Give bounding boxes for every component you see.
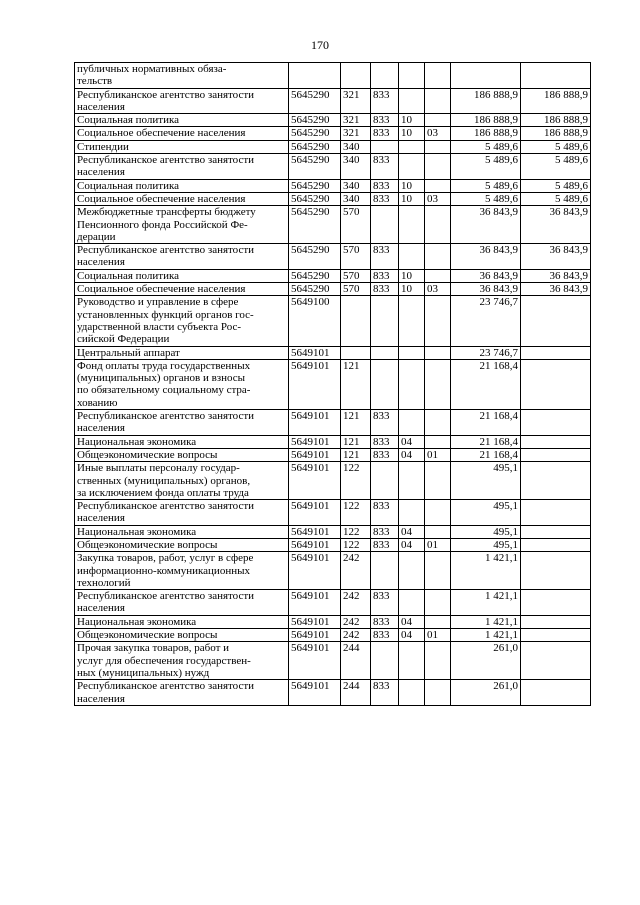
target-article-code: 5649101 <box>289 552 341 590</box>
target-article-code: 5645290 <box>289 127 341 140</box>
section-code: 04 <box>399 525 425 538</box>
administrator-code: 833 <box>371 448 399 461</box>
amount-1: 261,0 <box>451 680 521 706</box>
target-article-code: 5645290 <box>289 154 341 180</box>
amount-2 <box>521 525 591 538</box>
expense-type-code: 340 <box>341 140 371 153</box>
amount-1: 1 421,1 <box>451 615 521 628</box>
target-article-code: 5649100 <box>289 296 341 346</box>
administrator-code <box>371 296 399 346</box>
administrator-code: 833 <box>371 269 399 282</box>
expense-type-code: 242 <box>341 629 371 642</box>
administrator-code: 833 <box>371 179 399 192</box>
item-name: Республиканское агентство занятости населения <box>75 500 289 526</box>
expense-type-code: 244 <box>341 680 371 706</box>
target-article-code: 5645290 <box>289 114 341 127</box>
subsection-code <box>425 359 451 409</box>
item-name: Фонд оплаты труда государственных (муниципальных) органов и взносы по обязательному социальному стра- хованию <box>75 359 289 409</box>
table-row <box>75 359 591 409</box>
administrator-code: 833 <box>371 615 399 628</box>
item-name: Руководство и управление в сфере установленных функций органов гос- ударственной власти субъекта Рос- сийской Федерации <box>75 296 289 346</box>
amount-2: 5 489,6 <box>521 179 591 192</box>
administrator-code: 833 <box>371 410 399 436</box>
amount-1: 23 746,7 <box>451 346 521 359</box>
item-name: Иные выплаты персоналу государ- ственных (муниципальных) органов, за исключением фонда оплаты труда <box>75 462 289 500</box>
section-code <box>399 63 425 89</box>
subsection-code <box>425 410 451 436</box>
subsection-code <box>425 500 451 526</box>
amount-1: 495,1 <box>451 500 521 526</box>
expense-type-code: 340 <box>341 192 371 205</box>
amount-1: 5 489,6 <box>451 140 521 153</box>
expense-type-code: 570 <box>341 244 371 270</box>
table-row <box>75 615 591 628</box>
expense-type-code: 570 <box>341 269 371 282</box>
expense-type-code: 321 <box>341 114 371 127</box>
section-code <box>399 88 425 114</box>
section-code <box>399 206 425 244</box>
amount-1: 1 421,1 <box>451 629 521 642</box>
amount-2: 36 843,9 <box>521 283 591 296</box>
amount-2 <box>521 538 591 551</box>
table-row <box>75 680 591 706</box>
amount-2 <box>521 296 591 346</box>
amount-1: 495,1 <box>451 525 521 538</box>
table-row <box>75 552 591 590</box>
target-article-code: 5645290 <box>289 283 341 296</box>
amount-2 <box>521 500 591 526</box>
amount-1: 186 888,9 <box>451 127 521 140</box>
target-article-code: 5649101 <box>289 462 341 500</box>
amount-2 <box>521 359 591 409</box>
administrator-code <box>371 206 399 244</box>
item-name: публичных нормативных обяза- тельств <box>75 63 289 89</box>
subsection-code: 01 <box>425 629 451 642</box>
section-code <box>399 590 425 616</box>
target-article-code: 5649101 <box>289 448 341 461</box>
expense-type-code: 121 <box>341 435 371 448</box>
amount-1: 5 489,6 <box>451 154 521 180</box>
amount-2 <box>521 615 591 628</box>
item-name: Общеэкономические вопросы <box>75 629 289 642</box>
amount-2 <box>521 410 591 436</box>
table-row <box>75 88 591 114</box>
section-code <box>399 140 425 153</box>
table-row <box>75 435 591 448</box>
administrator-code: 833 <box>371 154 399 180</box>
subsection-code <box>425 154 451 180</box>
administrator-code <box>371 63 399 89</box>
table-row <box>75 462 591 500</box>
expense-type-code <box>341 346 371 359</box>
amount-2 <box>521 680 591 706</box>
item-name: Социальное обеспечение населения <box>75 192 289 205</box>
expense-type-code: 242 <box>341 590 371 616</box>
table-row <box>75 500 591 526</box>
section-code <box>399 359 425 409</box>
amount-1: 21 168,4 <box>451 359 521 409</box>
section-code: 10 <box>399 269 425 282</box>
administrator-code: 833 <box>371 114 399 127</box>
section-code <box>399 642 425 680</box>
amount-1 <box>451 63 521 89</box>
expense-type-code: 122 <box>341 538 371 551</box>
item-name: Социальное обеспечение населения <box>75 127 289 140</box>
administrator-code: 833 <box>371 88 399 114</box>
amount-2 <box>521 63 591 89</box>
expense-type-code: 122 <box>341 525 371 538</box>
administrator-code: 833 <box>371 500 399 526</box>
expense-type-code: 242 <box>341 615 371 628</box>
item-name: Республиканское агентство занятости населения <box>75 244 289 270</box>
table-row <box>75 140 591 153</box>
section-code <box>399 244 425 270</box>
subsection-code: 03 <box>425 127 451 140</box>
expense-type-code: 321 <box>341 127 371 140</box>
subsection-code <box>425 244 451 270</box>
administrator-code: 833 <box>371 435 399 448</box>
subsection-code: 01 <box>425 448 451 461</box>
administrator-code: 833 <box>371 283 399 296</box>
target-article-code: 5649101 <box>289 435 341 448</box>
table-row <box>75 127 591 140</box>
subsection-code <box>425 296 451 346</box>
subsection-code <box>425 552 451 590</box>
amount-2: 5 489,6 <box>521 192 591 205</box>
amount-1: 21 168,4 <box>451 448 521 461</box>
item-name: Закупка товаров, работ, услуг в сфере информационно-коммуникационных технологий <box>75 552 289 590</box>
expense-type-code <box>341 296 371 346</box>
section-code: 10 <box>399 192 425 205</box>
table-row <box>75 269 591 282</box>
administrator-code: 833 <box>371 629 399 642</box>
administrator-code: 833 <box>371 127 399 140</box>
subsection-code <box>425 680 451 706</box>
amount-1: 5 489,6 <box>451 192 521 205</box>
section-code: 10 <box>399 283 425 296</box>
amount-2: 5 489,6 <box>521 140 591 153</box>
amount-2 <box>521 629 591 642</box>
subsection-code: 03 <box>425 192 451 205</box>
target-article-code: 5649101 <box>289 538 341 551</box>
table-row <box>75 244 591 270</box>
expense-type-code: 121 <box>341 359 371 409</box>
expense-type-code: 121 <box>341 410 371 436</box>
target-article-code: 5649101 <box>289 629 341 642</box>
subsection-code <box>425 525 451 538</box>
target-article-code: 5649101 <box>289 346 341 359</box>
item-name: Стипендии <box>75 140 289 153</box>
section-code: 04 <box>399 538 425 551</box>
target-article-code: 5649101 <box>289 500 341 526</box>
item-name: Социальная политика <box>75 179 289 192</box>
item-name: Социальное обеспечение населения <box>75 283 289 296</box>
amount-1: 186 888,9 <box>451 88 521 114</box>
subsection-code <box>425 63 451 89</box>
expense-type-code: 244 <box>341 642 371 680</box>
item-name: Центральный аппарат <box>75 346 289 359</box>
table-row <box>75 642 591 680</box>
table-row <box>75 629 591 642</box>
expense-type-code: 570 <box>341 283 371 296</box>
administrator-code: 833 <box>371 244 399 270</box>
administrator-code <box>371 346 399 359</box>
table-row <box>75 346 591 359</box>
administrator-code: 833 <box>371 680 399 706</box>
section-code <box>399 680 425 706</box>
section-code: 04 <box>399 448 425 461</box>
table-row <box>75 590 591 616</box>
amount-1: 36 843,9 <box>451 206 521 244</box>
amount-1: 21 168,4 <box>451 435 521 448</box>
page-number: 170 <box>311 38 329 52</box>
expense-type-code <box>341 63 371 89</box>
amount-1: 5 489,6 <box>451 179 521 192</box>
item-name: Республиканское агентство занятости населения <box>75 680 289 706</box>
amount-2 <box>521 435 591 448</box>
section-code: 10 <box>399 127 425 140</box>
subsection-code: 01 <box>425 538 451 551</box>
subsection-code <box>425 269 451 282</box>
target-article-code: 5649101 <box>289 615 341 628</box>
administrator-code: 833 <box>371 525 399 538</box>
subsection-code: 03 <box>425 283 451 296</box>
budget-table <box>74 62 591 706</box>
item-name: Республиканское агентство занятости населения <box>75 154 289 180</box>
section-code: 04 <box>399 629 425 642</box>
amount-2 <box>521 462 591 500</box>
amount-1: 1 421,1 <box>451 552 521 590</box>
administrator-code <box>371 462 399 500</box>
subsection-code <box>425 88 451 114</box>
expense-type-code: 242 <box>341 552 371 590</box>
target-article-code: 5649101 <box>289 410 341 436</box>
expense-type-code: 321 <box>341 88 371 114</box>
item-name: Национальная экономика <box>75 615 289 628</box>
item-name: Социальная политика <box>75 114 289 127</box>
administrator-code <box>371 552 399 590</box>
section-code <box>399 154 425 180</box>
amount-1: 261,0 <box>451 642 521 680</box>
amount-2 <box>521 590 591 616</box>
item-name: Республиканское агентство занятости населения <box>75 410 289 436</box>
target-article-code: 5645290 <box>289 192 341 205</box>
item-name: Социальная политика <box>75 269 289 282</box>
subsection-code <box>425 179 451 192</box>
amount-2 <box>521 448 591 461</box>
amount-1: 1 421,1 <box>451 590 521 616</box>
section-code <box>399 462 425 500</box>
item-name: Общеэкономические вопросы <box>75 538 289 551</box>
table-row <box>75 283 591 296</box>
amount-2: 5 489,6 <box>521 154 591 180</box>
subsection-code <box>425 590 451 616</box>
expense-type-code: 340 <box>341 179 371 192</box>
item-name: Межбюджетные трансферты бюджету Пенсионного фонда Российской Фе- дерации <box>75 206 289 244</box>
target-article-code: 5649101 <box>289 642 341 680</box>
amount-2: 186 888,9 <box>521 114 591 127</box>
table-row <box>75 296 591 346</box>
table-row <box>75 206 591 244</box>
item-name: Республиканское агентство занятости населения <box>75 590 289 616</box>
amount-2 <box>521 346 591 359</box>
section-code: 10 <box>399 179 425 192</box>
table-row <box>75 525 591 538</box>
table-row <box>75 63 591 89</box>
subsection-code <box>425 140 451 153</box>
table-row <box>75 192 591 205</box>
amount-2 <box>521 642 591 680</box>
amount-1: 186 888,9 <box>451 114 521 127</box>
amount-2: 186 888,9 <box>521 127 591 140</box>
table-row <box>75 154 591 180</box>
target-article-code: 5645290 <box>289 88 341 114</box>
section-code: 04 <box>399 615 425 628</box>
target-article-code: 5645290 <box>289 244 341 270</box>
target-article-code: 5645290 <box>289 206 341 244</box>
item-name: Прочая закупка товаров, работ и услуг для обеспечения государствен- ных (муниципальных) нужд <box>75 642 289 680</box>
item-name: Национальная экономика <box>75 435 289 448</box>
table-row <box>75 410 591 436</box>
table-row <box>75 179 591 192</box>
target-article-code: 5649101 <box>289 525 341 538</box>
section-code: 04 <box>399 435 425 448</box>
expense-type-code: 570 <box>341 206 371 244</box>
table-row <box>75 114 591 127</box>
section-code: 10 <box>399 114 425 127</box>
amount-2: 36 843,9 <box>521 269 591 282</box>
target-article-code: 5649101 <box>289 590 341 616</box>
item-name: Общеэкономические вопросы <box>75 448 289 461</box>
amount-2: 36 843,9 <box>521 244 591 270</box>
amount-2 <box>521 552 591 590</box>
section-code <box>399 296 425 346</box>
target-article-code: 5649101 <box>289 359 341 409</box>
section-code <box>399 346 425 359</box>
subsection-code <box>425 346 451 359</box>
administrator-code: 833 <box>371 590 399 616</box>
target-article-code: 5645290 <box>289 269 341 282</box>
target-article-code: 5645290 <box>289 140 341 153</box>
subsection-code <box>425 435 451 448</box>
administrator-code <box>371 359 399 409</box>
amount-1: 36 843,9 <box>451 283 521 296</box>
subsection-code <box>425 462 451 500</box>
item-name: Национальная экономика <box>75 525 289 538</box>
expense-type-code: 122 <box>341 500 371 526</box>
table-row <box>75 448 591 461</box>
target-article-code: 5645290 <box>289 179 341 192</box>
administrator-code: 833 <box>371 192 399 205</box>
expense-type-code: 340 <box>341 154 371 180</box>
subsection-code <box>425 206 451 244</box>
administrator-code: 833 <box>371 538 399 551</box>
expense-type-code: 122 <box>341 462 371 500</box>
target-article-code: 5649101 <box>289 680 341 706</box>
section-code <box>399 410 425 436</box>
amount-1: 495,1 <box>451 462 521 500</box>
subsection-code <box>425 642 451 680</box>
amount-1: 23 746,7 <box>451 296 521 346</box>
subsection-code <box>425 114 451 127</box>
table-row <box>75 538 591 551</box>
target-article-code <box>289 63 341 89</box>
administrator-code <box>371 140 399 153</box>
expense-type-code: 121 <box>341 448 371 461</box>
amount-1: 21 168,4 <box>451 410 521 436</box>
amount-1: 495,1 <box>451 538 521 551</box>
amount-2: 186 888,9 <box>521 88 591 114</box>
amount-1: 36 843,9 <box>451 244 521 270</box>
item-name: Республиканское агентство занятости населения <box>75 88 289 114</box>
section-code <box>399 552 425 590</box>
administrator-code <box>371 642 399 680</box>
subsection-code <box>425 615 451 628</box>
amount-2: 36 843,9 <box>521 206 591 244</box>
section-code <box>399 500 425 526</box>
amount-1: 36 843,9 <box>451 269 521 282</box>
